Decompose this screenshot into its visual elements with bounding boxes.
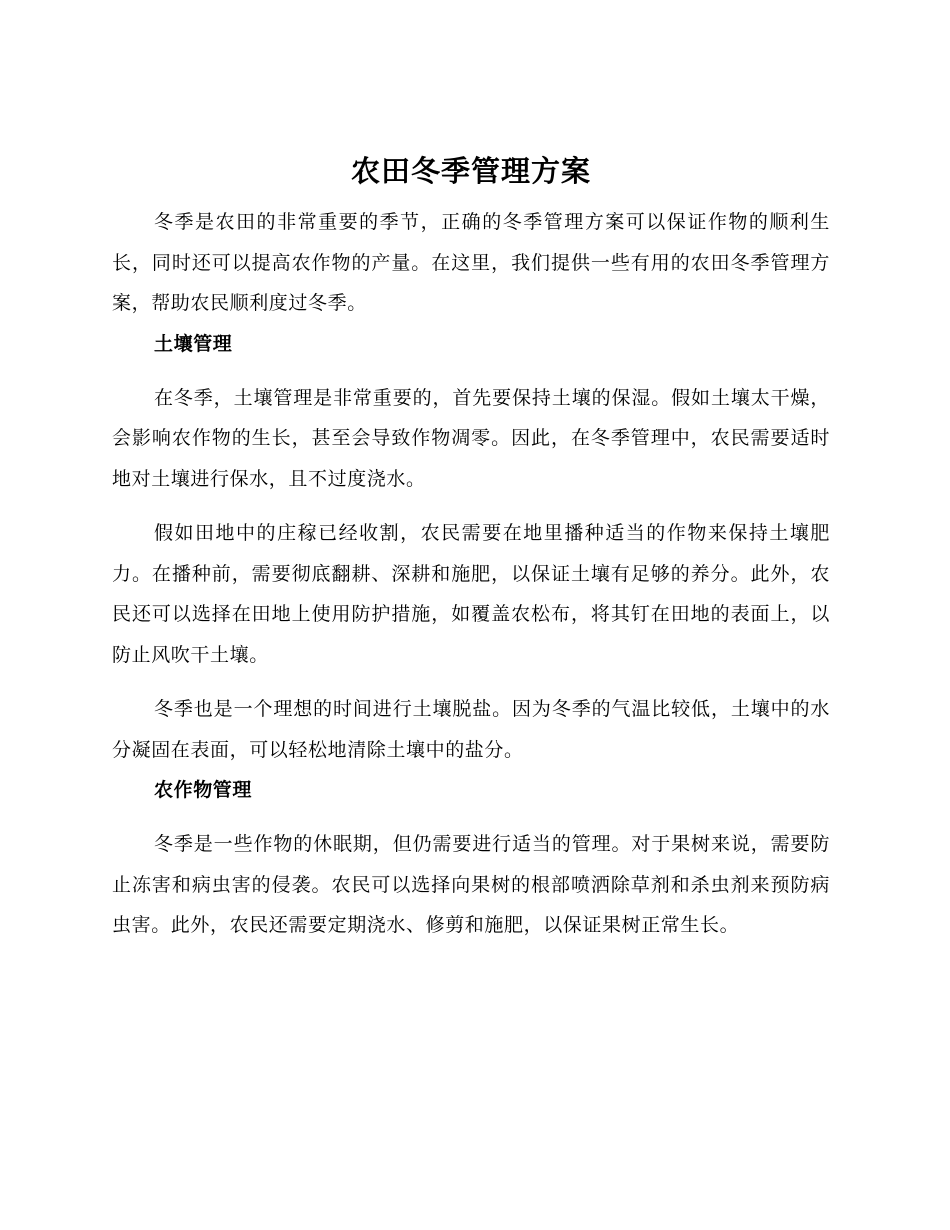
- document-body: [112, 146, 830, 946]
- section-heading-crops: 农作物管理: [154, 779, 253, 801]
- soil-paragraph-2: 假如田地中的庄稼已经收割，农民需要在地里播种适当的作物来保持土壤肥力。在播种前，需要彻底翻耕、深耕和施肥，以保证土壤有足够的养分。此外，农民还可以选择在田地上使用防护措施，如覆盖农松布，将其钉在田地的表面上，以防止风吹干土壤。: [112, 522, 830, 666]
- soil-paragraph-3: 冬季也是一个理想的时间进行土壤脱盐。因为冬季的气温比较低，土壤中的水分凝固在表面，可以轻松地清除土壤中的盐分。: [112, 698, 830, 761]
- soil-paragraph-1: 在冬季，土壤管理是非常重要的，首先要保持土壤的保湿。假如土壤太干燥，会影响农作物的生长，甚至会导致作物凋零。因此，在冬季管理中，农民需要适时地对土壤进行保水，且不过度浇水。: [112, 386, 830, 490]
- document-title: 农田冬季管理方案: [350, 154, 591, 188]
- intro-paragraph: 冬季是农田的非常重要的季节，正确的冬季管理方案可以保证作物的顺利生长，同时还可以提高农作物的产量。在这里，我们提供一些有用的农田冬季管理方案，帮助农民顺利度过冬季。: [112, 211, 830, 314]
- section-heading-soil: 土壤管理: [154, 332, 233, 355]
- crops-paragraph-1: 冬季是一些作物的休眠期，但仍需要进行适当的管理。对于果树来说，需要防止冻害和病虫害的侵袭。农民可以选择向果树的根部喷洒除草剂和杀虫剂来预防病虫害。此外，农民还需要定期浇水、修剪和施肥，以保证果树正常生长。: [112, 833, 830, 936]
